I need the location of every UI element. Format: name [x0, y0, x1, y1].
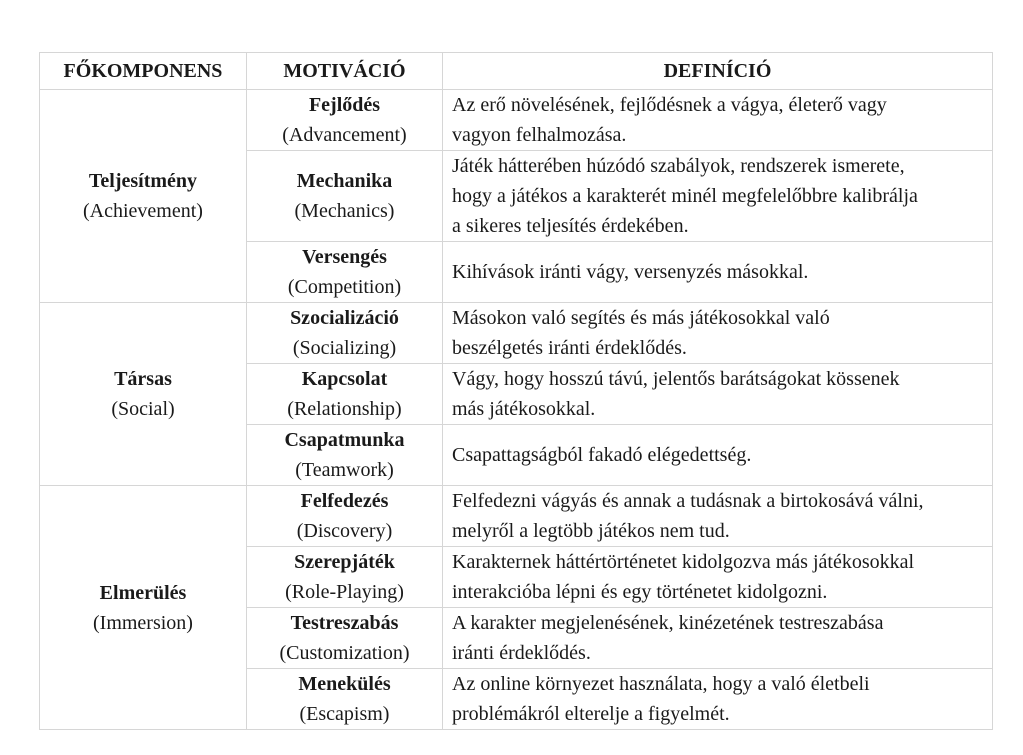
motivation-name: Versengés	[302, 246, 387, 268]
motivation-english: (Escapism)	[299, 703, 390, 725]
component-english: (Social)	[111, 398, 175, 420]
motivation-cell	[247, 303, 443, 364]
motivation-cell	[247, 425, 443, 486]
motivation-name: Szerepjáték	[294, 551, 395, 573]
motivation-name: Mechanika	[296, 170, 393, 192]
definition-cell	[443, 608, 993, 669]
component-english: (Immersion)	[93, 611, 193, 634]
motivation-name: Szocializáció	[290, 307, 399, 329]
definition-line: Csapattagságból fakadó elégedettség.	[452, 444, 752, 466]
header-component: FŐKOMPONENS	[40, 53, 247, 90]
motivation-cell	[247, 151, 443, 242]
definition-line: Az online környezet használata, hogy a való életbeli	[452, 673, 870, 695]
definition-line: iránti érdeklődés.	[452, 642, 591, 664]
definition-line: Az erő növelésének, fejlődésnek a vágya, életerő vagy	[452, 94, 887, 116]
motivation-english: (Socializing)	[292, 337, 397, 359]
definition-line: Karakternek háttértörténetet kidolgozva más játékosokkal	[452, 551, 915, 573]
motivation-english: (Advancement)	[282, 124, 407, 146]
definition-line: más játékosokkal.	[452, 398, 596, 420]
motivation-table	[39, 52, 993, 730]
definition-cell	[443, 242, 993, 303]
component-cell-social	[40, 303, 247, 486]
definition-cell	[443, 364, 993, 425]
motivation-cell	[247, 669, 443, 730]
definition-line: hogy a játékos a karakterét minél megfelelőbbre kalibrálja	[452, 185, 918, 207]
motivation-english: (Customization)	[279, 642, 410, 664]
motivation-english: (Discovery)	[296, 520, 393, 542]
definition-line: interakcióba lépni és egy történetet kidolgozni.	[452, 581, 828, 603]
table-row	[40, 90, 993, 151]
motivation-name: Felfedezés	[300, 490, 389, 512]
definition-cell	[443, 669, 993, 730]
motivation-name: Fejlődés	[308, 94, 381, 116]
component-english: (Achievement)	[83, 200, 203, 222]
definition-line: beszélgetés iránti érdeklődés.	[452, 337, 687, 359]
component-cell-immersion	[40, 486, 247, 730]
component-name: Elmerülés	[99, 581, 187, 604]
motivation-name: Testreszabás	[290, 612, 399, 634]
definition-cell	[443, 486, 993, 547]
definition-cell	[443, 425, 993, 486]
table-row	[40, 486, 993, 547]
definition-line: melyről a legtöbb játékos nem tud.	[452, 520, 730, 542]
motivation-name: Kapcsolat	[301, 368, 388, 390]
table-row	[40, 303, 993, 364]
definition-cell	[443, 303, 993, 364]
definition-line: a sikeres teljesítés érdekében.	[452, 215, 689, 237]
header-definition: DEFINÍCIÓ	[443, 53, 993, 90]
motivation-english: (Relationship)	[287, 398, 402, 420]
motivation-cell	[247, 608, 443, 669]
motivation-name: Menekülés	[298, 673, 391, 695]
motivation-cell	[247, 242, 443, 303]
motivation-english: (Mechanics)	[294, 200, 395, 222]
definition-line: Másokon való segítés és más játékosokkal való	[452, 307, 830, 329]
motivation-english: (Competition)	[287, 276, 402, 298]
motivation-cell	[247, 486, 443, 547]
definition-line: Vágy, hogy hosszú távú, jelentős barátságokat kössenek	[452, 368, 900, 390]
definition-line: Kihívások iránti vágy, versenyzés másokkal.	[452, 261, 809, 283]
motivation-name: Csapatmunka	[284, 429, 405, 451]
motivation-english: (Role-Playing)	[285, 581, 404, 603]
definition-line: Játék hátterében húzódó szabályok, rendszerek ismerete,	[452, 155, 905, 177]
definition-line: vagyon felhalmozása.	[452, 124, 627, 146]
definition-cell	[443, 547, 993, 608]
motivation-cell	[247, 90, 443, 151]
definition-line: problémákról elterelje a figyelmét.	[452, 703, 730, 725]
motivation-cell	[247, 547, 443, 608]
definition-line: Felfedezni vágyás és annak a tudásnak a birtokosává válni,	[452, 490, 924, 512]
definition-line: A karakter megjelenésének, kinézetének testreszabása	[452, 612, 884, 634]
component-name: Teljesítmény	[88, 170, 198, 192]
header-row	[40, 53, 993, 90]
component-name: Társas	[114, 368, 172, 390]
header-motivation: MOTIVÁCIÓ	[247, 53, 443, 90]
motivation-english: (Teamwork)	[295, 459, 394, 481]
definition-cell	[443, 90, 993, 151]
component-cell-achievement	[40, 90, 247, 303]
definition-cell	[443, 151, 993, 242]
motivation-cell	[247, 364, 443, 425]
